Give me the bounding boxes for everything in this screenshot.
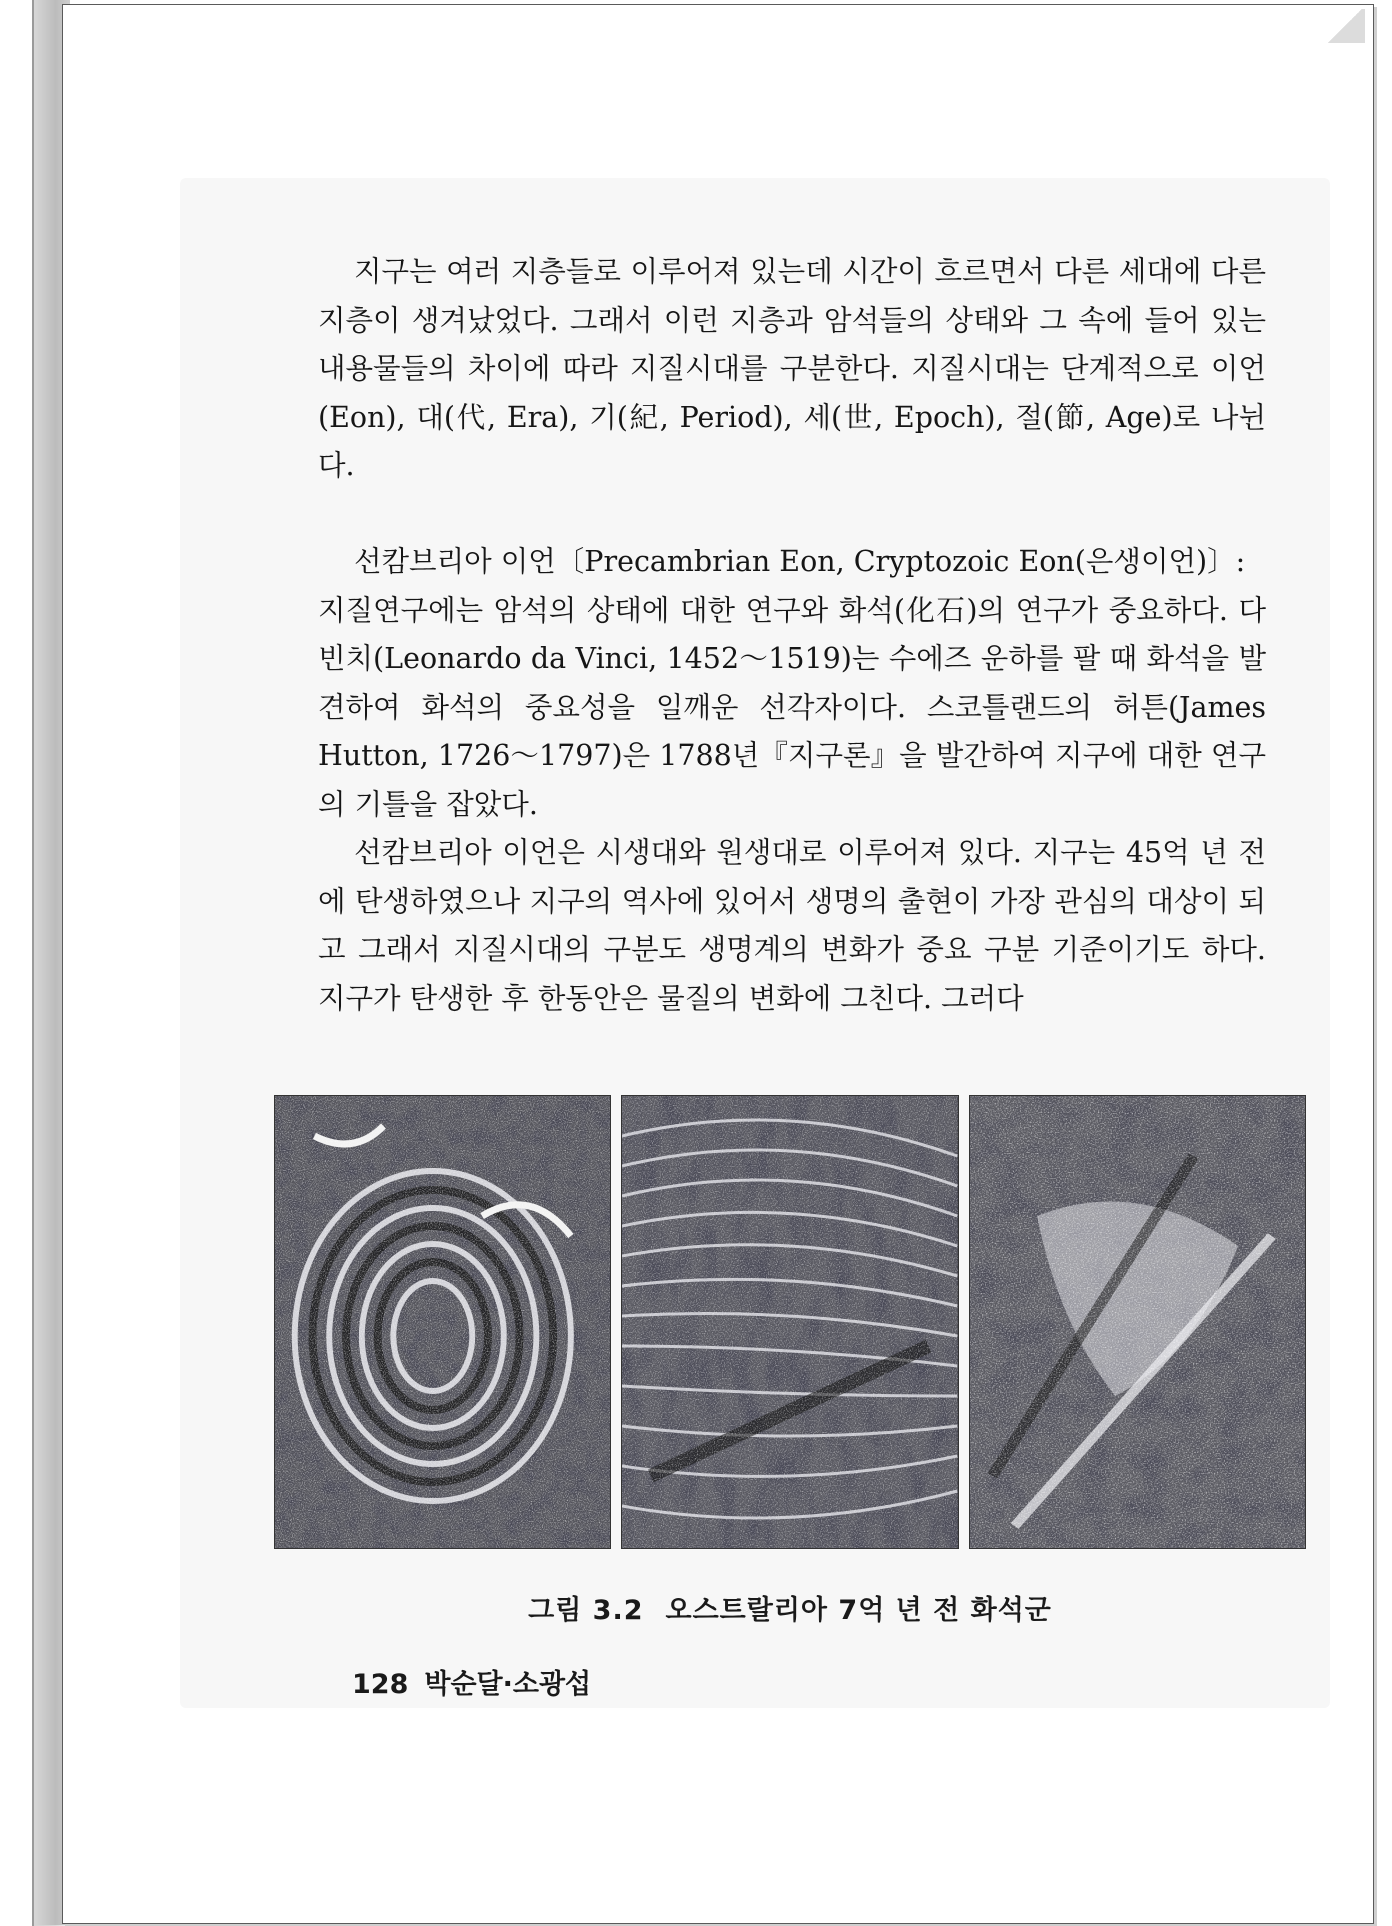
ridged-fossil-image bbox=[622, 1096, 957, 1548]
precambrian-section bbox=[318, 538, 1266, 1023]
figure-caption-text: 오스트랄리아 7억 년 전 화석군 bbox=[665, 1595, 1052, 1626]
fossil-photo-left bbox=[274, 1095, 611, 1549]
figure-caption bbox=[274, 1588, 1306, 1627]
concentric-fossil-image bbox=[275, 1096, 610, 1548]
author-names: 박순달·소광섭 bbox=[424, 1669, 592, 1700]
precambrian-heading: 선캄브리아 이언〔Precambrian Eon, Cryptozoic Eon(은생이언)〕: bbox=[354, 545, 1246, 578]
precambrian-body: 지질연구에는 암석의 상태에 대한 연구와 화석(化石)의 연구가 중요하다. 다빈치(Leonardo da Vinci, 1452～1519)는 수에즈 운하를 팔 때 화석을 발견하여 화석의 중요성을 일깨운 선각자이다. 스코틀랜드의 허튼(James Hutton, 1726～1797)은 1788년『지구론』을 발간하여 지구에 대한 연구의 기틀을 잡았다. bbox=[318, 593, 1266, 821]
intro-paragraph: 지구는 여러 지층들로 이루어져 있는데 시간이 흐르면서 다른 세대에 다른 지층이 생겨났었다. 그래서 이런 지층과 암석들의 상태와 그 속에 들어 있는 내용물들의 차이에 따라 지질시대를 구분한다. 지질시대는 단계적으로 이언(Eon), 대(代, Era), 기(紀, Period), 세(世, Epoch), 절(節, Age)로 나뉜다. bbox=[318, 255, 1266, 482]
page-corner bbox=[1325, 9, 1365, 43]
page-footer bbox=[352, 1662, 591, 1701]
frond-fossil-image bbox=[970, 1096, 1305, 1548]
fossil-figure bbox=[274, 1095, 1306, 1547]
fossil-photo-right bbox=[969, 1095, 1306, 1549]
eon-composition-paragraph: 선캄브리아 이언은 시생대와 원생대로 이루어져 있다. 지구는 45억 년 전에 탄생하였으나 지구의 역사에 있어서 생명의 출현이 가장 관심의 대상이 되고 그래서 지질시대의 구분도 생명계의 변화가 중요 구분 기준이기도 하다. 지구가 탄생한 후 한동안은 물질의 변화에 그친다. 그러다 bbox=[318, 836, 1266, 1015]
intro-paragraph-block bbox=[318, 248, 1266, 491]
figure-number: 그림 3.2 bbox=[528, 1595, 644, 1626]
page-number: 128 bbox=[352, 1669, 409, 1700]
fossil-photo-middle bbox=[621, 1095, 958, 1549]
